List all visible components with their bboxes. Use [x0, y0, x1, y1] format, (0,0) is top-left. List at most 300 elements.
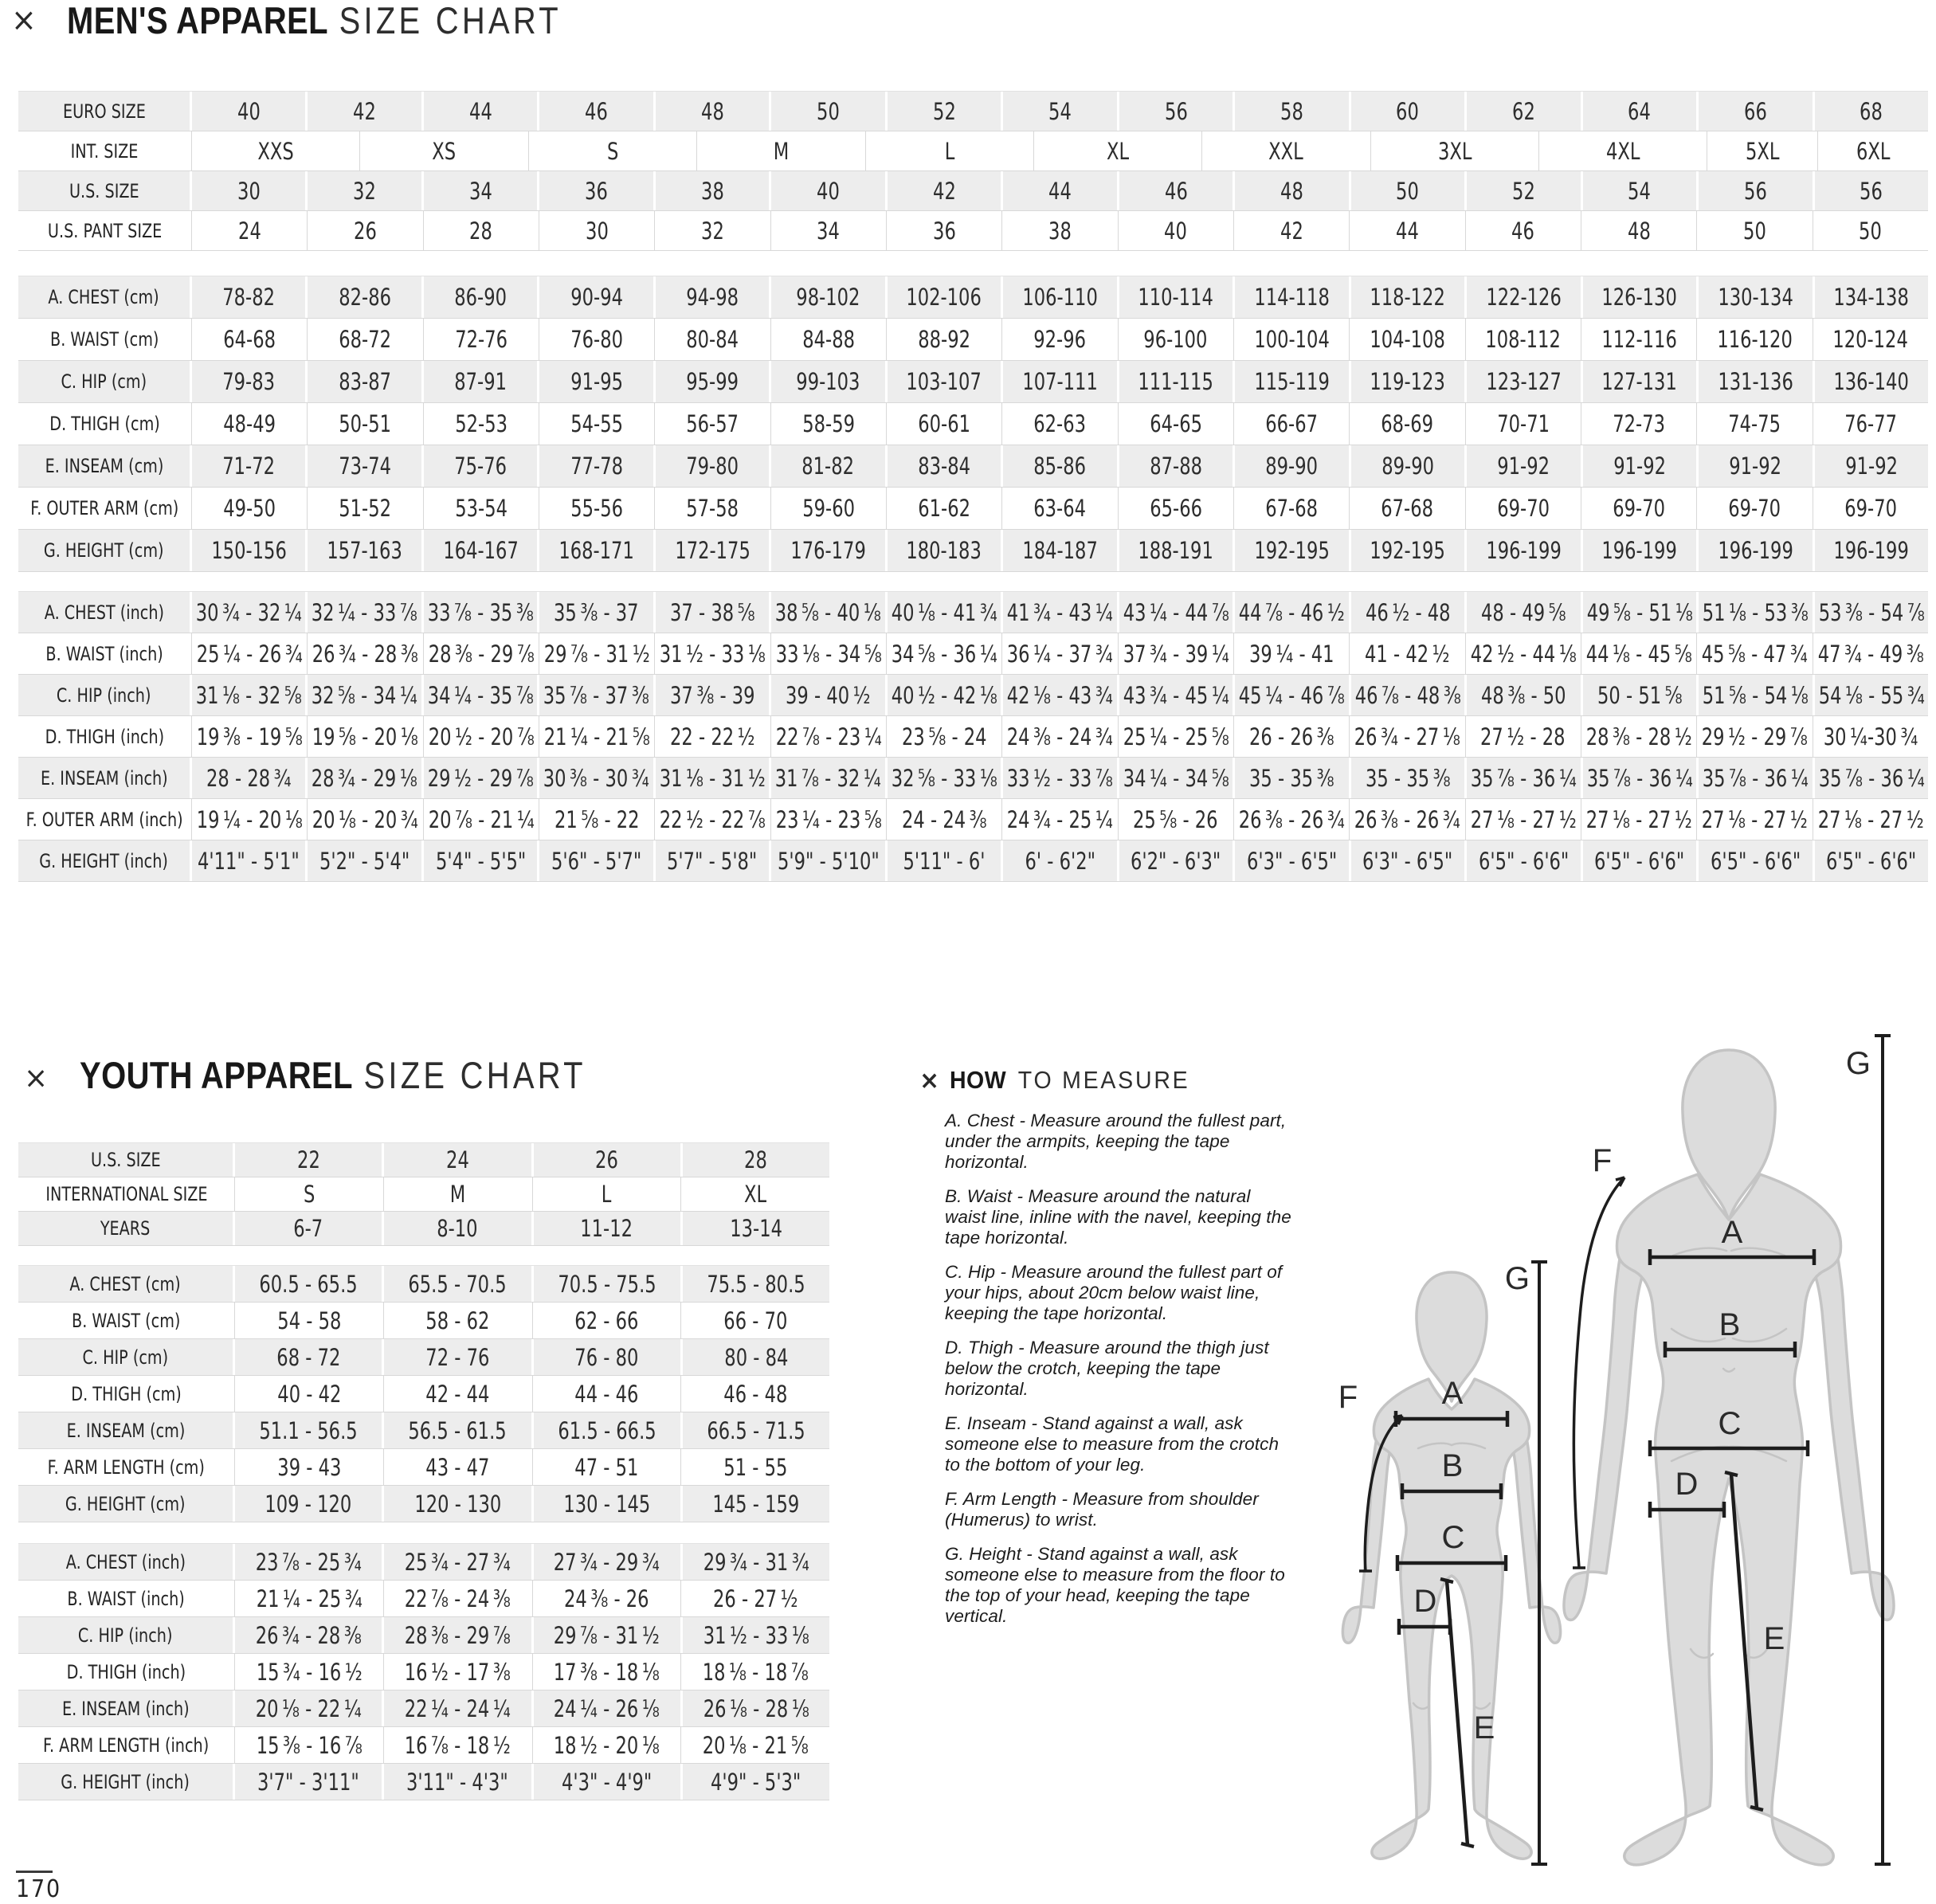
label-thigh: D	[1675, 1467, 1699, 1502]
cell-value: 68 - 72	[235, 1339, 384, 1375]
cell-value: 15 ⅜ - 16 ⅞	[235, 1727, 384, 1763]
cell-value: 25 ⅝ - 26	[1119, 799, 1234, 840]
cell-value: 22 ½ - 22 ⅞	[655, 799, 770, 840]
cell-value: 114-118	[1235, 276, 1350, 318]
youth-title-bold: YOUTH APPAREL	[80, 1054, 353, 1096]
cell-value: 56-57	[655, 403, 770, 445]
measurement-figures	[1299, 1012, 1936, 1896]
cell-value: 19 ¼ - 20 ⅛	[192, 799, 308, 840]
cell-value: 196-199	[1699, 530, 1814, 571]
instruction-arm: F. Arm Length - Measure from shoulder (Humerus) to wrist.	[945, 1489, 1259, 1530]
instruction-height: G. Height - Stand against a wall, ask someone else to measure from the floor to the top of your head, keeping the tape vertical.	[945, 1544, 1285, 1626]
cell-value: 5'4" - 5'5"	[424, 840, 539, 881]
cell-value: 70-71	[1466, 403, 1581, 445]
cell-value: 134-138	[1815, 276, 1928, 318]
cell-value: 19 ⅜ - 19 ⅝	[192, 716, 308, 757]
row-label: E. INSEAM (inch)	[18, 1690, 235, 1726]
cell-value: 64-68	[192, 319, 308, 360]
cell-value: 29 ⅞ - 31 ½	[534, 1617, 683, 1653]
cell-value: 39 - 40 ½	[771, 675, 887, 715]
cell-value: 42	[308, 92, 423, 131]
cell-value: 39 - 43	[235, 1449, 384, 1485]
table-row	[18, 1449, 829, 1486]
cell-value: 15 ¾ - 16 ½	[235, 1654, 384, 1690]
cell-value: 20 ⅛ - 22 ¼	[235, 1690, 384, 1726]
row-label: A. CHEST (inch)	[18, 1544, 235, 1580]
row-label: INTERNATIONAL SIZE	[18, 1177, 235, 1211]
cell-value: 92-96	[1002, 319, 1118, 360]
cell-value: 112-116	[1581, 319, 1697, 360]
table-row	[18, 716, 1928, 758]
cell-value: 36	[539, 171, 655, 210]
youth-size-table	[18, 1142, 829, 1800]
table-row	[18, 799, 1928, 840]
cell-value: 60	[1351, 92, 1467, 131]
cell-value: 24	[384, 1143, 533, 1177]
row-label: F. OUTER ARM (cm)	[18, 488, 192, 529]
cell-value: 34 ¼ - 35 ⅞	[424, 675, 539, 715]
cell-value: 69-70	[1466, 488, 1581, 529]
cell-value: 29 ¾ - 31 ¾	[683, 1544, 829, 1580]
label-hip: C	[1718, 1406, 1742, 1441]
cell-value: 27 ⅛ - 27 ½	[1697, 799, 1813, 840]
row-label: G. HEIGHT (inch)	[18, 1764, 235, 1800]
cell-value: 52	[1467, 171, 1582, 210]
cell-value: 62 - 66	[533, 1303, 682, 1338]
cell-value: 176-179	[771, 530, 887, 571]
cell-value: 31 ⅞ - 32 ¼	[771, 758, 887, 798]
cell-value: 83-84	[888, 445, 1003, 487]
cell-value: 49 ⅝ - 51 ⅛	[1583, 592, 1699, 633]
cell-value: 6-7	[235, 1212, 384, 1245]
cell-value: 22 ¼ - 24 ¼	[384, 1690, 533, 1726]
mens-title-light: SIZE CHART	[339, 0, 562, 41]
cell-value: 104-108	[1350, 319, 1465, 360]
table-row	[18, 445, 1928, 488]
cell-value: 28 - 28 ¾	[192, 758, 308, 798]
cell-value: 40 ⅛ - 41 ¾	[888, 592, 1003, 633]
row-label: D. THIGH (inch)	[18, 716, 192, 757]
cell-value: 32 ¼ - 33 ⅞	[308, 592, 423, 633]
table-row	[18, 1654, 829, 1690]
cell-value: 44 ⅞ - 46 ½	[1235, 592, 1350, 633]
cell-value: 38	[1002, 211, 1118, 250]
cell-value: 122-126	[1467, 276, 1582, 318]
row-label: D. THIGH (cm)	[18, 1376, 235, 1412]
cell-value: 61.5 - 66.5	[534, 1412, 683, 1448]
table-row	[18, 1412, 829, 1449]
cell-value: 51-52	[308, 488, 423, 529]
row-label: A. CHEST (cm)	[18, 276, 192, 318]
cell-value: 28	[683, 1143, 829, 1177]
cell-value: 39 ¼ - 41	[1234, 633, 1350, 674]
table-row	[18, 1543, 829, 1581]
cell-value: 64-65	[1119, 403, 1234, 445]
row-label: G. HEIGHT (cm)	[18, 530, 192, 571]
cell-value: 25 ¼ - 25 ⅝	[1119, 716, 1234, 757]
cell-value: 107-111	[1003, 361, 1119, 402]
cell-value: 26 ¾ - 28 ⅜	[235, 1617, 384, 1653]
cell-value: 127-131	[1583, 361, 1699, 402]
row-label: C. HIP (cm)	[18, 1339, 235, 1375]
cell-value: 106-110	[1003, 276, 1119, 318]
cell-value: 54	[1003, 92, 1119, 131]
cell-value: 164-167	[424, 530, 539, 571]
cell-value: 40	[192, 92, 308, 131]
cell-value: 6'5" - 6'6"	[1815, 840, 1928, 881]
cell-value: XXS	[192, 131, 360, 170]
cell-value: 48	[656, 92, 771, 131]
row-label: F. OUTER ARM (inch)	[18, 799, 192, 840]
cell-value: 26 ¾ - 27 ⅛	[1350, 716, 1465, 757]
label-waist: B	[1718, 1307, 1741, 1342]
cell-value: 26 ⅛ - 28 ⅛	[683, 1690, 829, 1726]
cell-value: 46	[1466, 211, 1581, 250]
cell-value: 26 - 27 ½	[681, 1581, 829, 1616]
cell-value: 66 - 70	[681, 1303, 829, 1338]
cell-value: 35 ⅞ - 36 ¼	[1467, 758, 1582, 798]
cell-value: 116-120	[1697, 319, 1813, 360]
youth-size-rows	[18, 1142, 829, 1246]
cell-value: 34	[424, 171, 539, 210]
row-label: D. THIGH (cm)	[18, 403, 192, 445]
cell-value: 172-175	[656, 530, 771, 571]
cell-value: 44 - 46	[533, 1376, 682, 1412]
cell-value: 3'11" - 4'3"	[384, 1764, 533, 1800]
cell-value: 43 ¾ - 45 ¼	[1119, 675, 1235, 715]
table-row	[18, 675, 1928, 716]
row-label: F. ARM LENGTH (cm)	[18, 1449, 235, 1485]
cell-value: 36	[887, 211, 1002, 250]
table-row	[18, 1690, 829, 1727]
row-label: U.S. SIZE	[18, 171, 192, 210]
cell-value: 31 ⅛ - 31 ½	[656, 758, 771, 798]
cell-value: 103-107	[888, 361, 1003, 402]
cell-value: 26 ¾ - 28 ⅜	[308, 633, 423, 674]
cell-value: 34 ⅝ - 36 ¼	[887, 633, 1002, 674]
row-label: B. WAIST (cm)	[18, 1303, 235, 1338]
table-row	[18, 1486, 829, 1522]
cell-value: 23 ¼ - 23 ⅝	[771, 799, 887, 840]
cell-value: 68-69	[1350, 403, 1465, 445]
cell-value: 47 ¾ - 49 ⅜	[1813, 633, 1928, 674]
row-label: C. HIP (inch)	[18, 1617, 235, 1653]
youth-cm-rows	[18, 1265, 829, 1522]
cell-value: 111-115	[1119, 361, 1235, 402]
instruction-waist: B. Waist - Measure around the natural waist line, inline with the navel, keeping the tape horizontal.	[945, 1186, 1291, 1248]
cell-value: 22 - 22 ½	[655, 716, 770, 757]
cell-value: 18 ½ - 20 ⅛	[533, 1727, 682, 1763]
cell-value: 74-75	[1697, 403, 1813, 445]
cell-value: 26 - 26 ⅜	[1234, 716, 1350, 757]
cell-value: 51 - 55	[681, 1449, 829, 1485]
cell-value: 28	[424, 211, 539, 250]
cell-value: 48	[1581, 211, 1697, 250]
cell-value: 54	[1583, 171, 1699, 210]
table-row	[18, 319, 1928, 361]
table-row	[18, 1617, 829, 1654]
cell-value: 61-62	[887, 488, 1002, 529]
row-label: B. WAIST (inch)	[18, 633, 192, 674]
row-label: B. WAIST (inch)	[18, 1581, 235, 1616]
cell-value: 115-119	[1235, 361, 1350, 402]
page-number: 170	[16, 1875, 61, 1903]
cell-value: 44	[1350, 211, 1465, 250]
label-arm: F	[1592, 1143, 1613, 1178]
cell-value: 27 ⅛ - 27 ½	[1581, 799, 1697, 840]
table-row	[18, 171, 1928, 211]
row-label: D. THIGH (inch)	[18, 1654, 235, 1690]
cell-value: 40	[771, 171, 887, 210]
cell-value: 35 - 35 ⅜	[1235, 758, 1350, 798]
cell-value: 67-68	[1234, 488, 1350, 529]
cell-value: 45 ¼ - 46 ⅞	[1235, 675, 1350, 715]
adult-silhouette	[1564, 1050, 1894, 1865]
cell-value: 37 - 38 ⅝	[656, 592, 771, 633]
cell-value: 30	[192, 171, 308, 210]
row-label: E. INSEAM (cm)	[18, 445, 192, 487]
cell-value: 3XL	[1371, 131, 1539, 170]
cell-value: 52	[888, 92, 1003, 131]
page-number-rule	[16, 1871, 53, 1873]
row-label: F. ARM LENGTH (inch)	[18, 1727, 235, 1763]
table-row	[18, 591, 1928, 633]
cell-value: 87-88	[1119, 445, 1235, 487]
cell-value: 91-92	[1467, 445, 1582, 487]
cell-value: 26	[308, 211, 423, 250]
cell-value: 72-73	[1581, 403, 1697, 445]
cell-value: 70.5 - 75.5	[534, 1266, 683, 1302]
cell-value: 24 ⅜ - 24 ¾	[1002, 716, 1118, 757]
cell-value: 85-86	[1003, 445, 1119, 487]
cell-value: 6'5" - 6'6"	[1699, 840, 1814, 881]
row-label: E. INSEAM (inch)	[18, 758, 192, 798]
cell-value: 50	[771, 92, 887, 131]
cell-value: 30	[539, 211, 655, 250]
cell-value: 96-100	[1119, 319, 1234, 360]
cell-value: 20 ⅞ - 21 ¼	[424, 799, 539, 840]
instruction-hip: C. Hip - Measure around the fullest part of your hips, about 20cm below waist line, keeping the tape horizontal.	[945, 1262, 1283, 1323]
cell-value: 48	[1235, 171, 1350, 210]
cell-value: 22	[235, 1143, 384, 1177]
table-row	[18, 1376, 829, 1412]
table-row	[18, 633, 1928, 675]
cell-value: 66	[1699, 92, 1814, 131]
cell-value: 24 ¾ - 25 ¼	[1002, 799, 1118, 840]
cell-value: 4'3" - 4'9"	[534, 1764, 683, 1800]
cell-value: 91-95	[539, 361, 655, 402]
cell-value: 188-191	[1119, 530, 1235, 571]
mens-size-rows	[18, 91, 1928, 251]
cell-value: 43 ¼ - 44 ⅞	[1119, 592, 1235, 633]
cell-value: 29 ⅞ - 31 ½	[539, 633, 655, 674]
cell-value: 48 ⅜ - 50	[1467, 675, 1582, 715]
cell-value: 42 - 44	[384, 1376, 533, 1412]
cell-value: 24 ¼ - 26 ⅛	[534, 1690, 683, 1726]
label-inseam: E	[1473, 1710, 1495, 1745]
cell-value: 100-104	[1234, 319, 1350, 360]
cell-value: 40	[1119, 211, 1234, 250]
cell-value: 150-156	[192, 530, 308, 571]
cell-value: 26 ⅜ - 26 ¾	[1234, 799, 1350, 840]
row-label: EURO SIZE	[18, 92, 192, 131]
how-to-measure-instructions	[945, 1111, 1294, 1640]
cell-value: 53-54	[424, 488, 539, 529]
cell-value: 57-58	[655, 488, 770, 529]
cell-value: 45 ⅝ - 47 ¾	[1697, 633, 1813, 674]
cell-value: 157-163	[308, 530, 423, 571]
cell-value: 5'6" - 5'7"	[539, 840, 655, 881]
cell-value: 196-199	[1467, 530, 1582, 571]
cell-value: 30 ¼-30 ¾	[1813, 716, 1928, 757]
cell-value: 69-70	[1813, 488, 1928, 529]
cell-value: 46 ⅞ - 48 ⅜	[1351, 675, 1467, 715]
cell-value: 50 - 51 ⅝	[1583, 675, 1699, 715]
table-row	[18, 211, 1928, 251]
close-icon: ×	[24, 1060, 49, 1095]
label-inseam: E	[1763, 1621, 1785, 1656]
table-row	[18, 1142, 829, 1177]
cell-value: 64	[1583, 92, 1699, 131]
cell-value: 76-77	[1813, 403, 1928, 445]
cell-value: 5'9" - 5'10"	[771, 840, 887, 881]
close-icon: ×	[11, 1, 37, 39]
cell-value: 80 - 84	[683, 1339, 829, 1375]
cell-value: 62	[1467, 92, 1582, 131]
row-label: C. HIP (inch)	[18, 675, 192, 715]
cell-value: 27 ½ - 28	[1466, 716, 1581, 757]
cell-value: 50	[1351, 171, 1467, 210]
label-chest: A	[1441, 1376, 1464, 1411]
cell-value: 24	[192, 211, 308, 250]
youth-chart-title	[80, 1056, 586, 1094]
cell-value: 94-98	[656, 276, 771, 318]
cell-value: 66-67	[1234, 403, 1350, 445]
cell-value: 58-59	[771, 403, 887, 445]
cell-value: 24 - 24 ⅜	[887, 799, 1002, 840]
cell-value: 8-10	[384, 1212, 533, 1245]
cell-value: 120-124	[1813, 319, 1928, 360]
cell-value: 87-91	[424, 361, 539, 402]
mens-title-bold: MEN'S APPAREL	[67, 0, 328, 41]
mens-cm-rows	[18, 276, 1928, 572]
row-label: U.S. PANT SIZE	[18, 211, 192, 250]
cell-value: 192-195	[1351, 530, 1467, 571]
cell-value: 40 - 42	[235, 1376, 384, 1412]
cell-value: 21 ¼ - 21 ⅝	[539, 716, 655, 757]
row-label: YEARS	[18, 1212, 235, 1245]
cell-value: 79-83	[192, 361, 308, 402]
cell-value: 58 - 62	[384, 1303, 533, 1338]
cell-value: M	[384, 1177, 533, 1211]
cell-value: 80-84	[655, 319, 770, 360]
cell-value: 76 - 80	[534, 1339, 683, 1375]
cell-value: 28 ⅜ - 29 ⅞	[384, 1617, 533, 1653]
cell-value: 35 ⅜ - 37	[539, 592, 655, 633]
cell-value: L	[866, 131, 1034, 170]
cell-value: 46	[1119, 171, 1235, 210]
cell-value: S	[529, 131, 697, 170]
cell-value: 4'11" - 5'1"	[192, 840, 308, 881]
cell-value: 33 ½ - 33 ⅞	[1003, 758, 1119, 798]
cell-value: 91-92	[1699, 445, 1814, 487]
mens-inch-rows	[18, 591, 1928, 882]
label-thigh: D	[1413, 1584, 1437, 1619]
cell-value: 31 ½ - 33 ⅛	[655, 633, 770, 674]
row-label: E. INSEAM (cm)	[18, 1412, 235, 1448]
cell-value: 82-86	[308, 276, 423, 318]
cell-value: L	[533, 1177, 682, 1211]
cell-value: 54-55	[539, 403, 655, 445]
cell-value: 30 ¾ - 32 ¼	[192, 592, 308, 633]
cell-value: 26	[534, 1143, 683, 1177]
label-arm: F	[1338, 1380, 1358, 1415]
cell-value: 68	[1815, 92, 1928, 131]
cell-value: 54 - 58	[235, 1303, 384, 1338]
cell-value: 69-70	[1697, 488, 1813, 529]
cell-value: 67-68	[1350, 488, 1465, 529]
cell-value: XXL	[1202, 131, 1370, 170]
table-row	[18, 403, 1928, 445]
cell-value: 29 ½ - 29 ⅞	[424, 758, 539, 798]
table-row	[18, 1265, 829, 1303]
table-row	[18, 1339, 829, 1376]
cell-value: 60-61	[887, 403, 1002, 445]
cell-value: 18 ⅛ - 18 ⅞	[681, 1654, 829, 1690]
cell-value: 65.5 - 70.5	[384, 1266, 533, 1302]
label-height: G	[1845, 1046, 1871, 1081]
cell-value: 72 - 76	[384, 1339, 533, 1375]
table-row	[18, 530, 1928, 572]
mens-chart-title	[67, 2, 562, 39]
cell-value: 81-82	[771, 445, 887, 487]
cell-value: 38 ⅝ - 40 ⅛	[771, 592, 887, 633]
cell-value: 6'5" - 6'6"	[1467, 840, 1582, 881]
table-row	[18, 91, 1928, 131]
cell-value: 6'5" - 6'6"	[1583, 840, 1699, 881]
cell-value: 38	[656, 171, 771, 210]
label-waist: B	[1441, 1448, 1464, 1483]
label-height: G	[1504, 1261, 1530, 1296]
cell-value: 31 ½ - 33 ⅛	[683, 1617, 829, 1653]
table-row	[18, 1764, 829, 1800]
row-label: G. HEIGHT (cm)	[18, 1486, 235, 1522]
cell-value: 25 ¾ - 27 ¾	[384, 1544, 533, 1580]
cell-value: 63-64	[1002, 488, 1118, 529]
cell-value: 110-114	[1119, 276, 1235, 318]
cell-value: 180-183	[888, 530, 1003, 571]
cell-value: 42 ½ - 44 ⅛	[1466, 633, 1581, 674]
cell-value: 46 - 48	[681, 1376, 829, 1412]
cell-value: 24 ⅜ - 26	[533, 1581, 682, 1616]
cell-value: 50-51	[308, 403, 423, 445]
cell-value: 78-82	[192, 276, 308, 318]
cell-value: 5'7" - 5'8"	[656, 840, 771, 881]
cell-value: 55-56	[539, 488, 655, 529]
cell-value: 62-63	[1002, 403, 1118, 445]
cell-value: 196-199	[1583, 530, 1699, 571]
cell-value: 44	[1003, 171, 1119, 210]
cell-value: XL	[681, 1177, 829, 1211]
cell-value: 65-66	[1119, 488, 1234, 529]
cell-value: 120 - 130	[384, 1486, 533, 1522]
cell-value: 6' - 6'2"	[1003, 840, 1119, 881]
cell-value: 130-134	[1699, 276, 1814, 318]
cell-value: 89-90	[1351, 445, 1467, 487]
cell-value: 3'7" - 3'11"	[235, 1764, 384, 1800]
cell-value: 22 ⅞ - 23 ¼	[771, 716, 887, 757]
cell-value: 32 ⅝ - 33 ⅛	[888, 758, 1003, 798]
